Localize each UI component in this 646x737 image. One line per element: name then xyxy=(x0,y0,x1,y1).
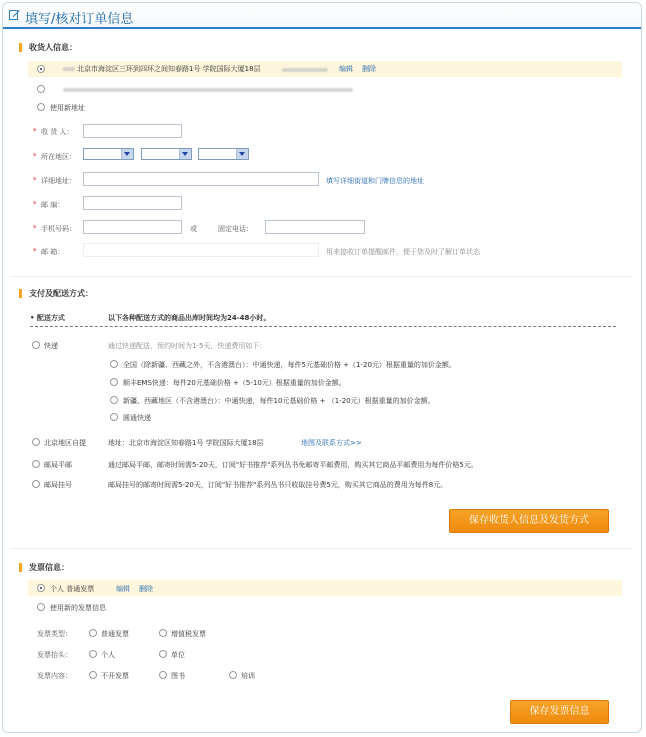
ship-option-post: 邮局平邮 xyxy=(44,461,72,469)
city-select[interactable] xyxy=(141,148,192,160)
invoice-content-radio-2[interactable] xyxy=(159,671,167,679)
postcode-label: 邮 编： xyxy=(41,201,65,209)
region-label: 所在地区： xyxy=(41,153,76,161)
name-input[interactable] xyxy=(83,124,182,138)
ship-note: 以下各种配送方式的商品出库时间均为24-48小时。 xyxy=(108,314,271,322)
address-input[interactable] xyxy=(83,172,319,186)
invoice-content-2: 图书 xyxy=(171,672,185,680)
dashed-divider xyxy=(30,326,616,327)
payment-section-title: 支付及配送方式： xyxy=(19,289,93,298)
invoice-title-2: 单位 xyxy=(171,651,185,659)
invoice-title-radio-2[interactable] xyxy=(159,650,167,658)
receiver-name-blur xyxy=(63,67,75,71)
invoice-title-radio-1[interactable] xyxy=(89,650,97,658)
chevron-down-icon xyxy=(121,149,133,159)
express-sub-1: 全国（除新疆、西藏之外，不含港澳台）：中通快递，每件5元基础价格 +（1-20元）根据重量的加价金额。 xyxy=(123,361,456,369)
phone-blur xyxy=(282,68,328,72)
receiver-section-title: 收货人信息： xyxy=(19,43,77,52)
invoice-new-label: 使用新的发票信息 xyxy=(50,604,106,612)
invoice-title-1: 个人 xyxy=(101,651,115,659)
page-title: 填写/核对订单信息 xyxy=(25,12,134,27)
new-address-label: 使用新地址 xyxy=(50,104,85,112)
chevron-down-icon xyxy=(179,149,191,159)
address-radio-2[interactable] xyxy=(37,85,45,93)
province-select[interactable] xyxy=(83,148,134,160)
ship-option-registered: 邮局挂号 xyxy=(44,481,72,489)
mobile-label: 手机号码： xyxy=(41,225,76,233)
invoice-type-radio-2[interactable] xyxy=(159,629,167,637)
invoice-section-title: 发票信息： xyxy=(19,563,69,572)
address-radio-1[interactable] xyxy=(37,65,45,73)
invoice-edit-link[interactable]: 编辑 xyxy=(116,585,130,593)
invoice-content-radio-3[interactable] xyxy=(229,671,237,679)
pickup-desc: 地址：北京市海淀区知春路1号 学院国际大厦18层 xyxy=(108,439,264,447)
section-divider xyxy=(10,276,632,277)
invoice-type-1: 普通发票 xyxy=(101,630,129,638)
name-label: 收 货 人： xyxy=(41,128,74,136)
address-detail: 北京市海淀区三环到四环之间知春路1号 学院国际大厦18层 xyxy=(77,65,261,73)
required-star: * xyxy=(33,152,37,160)
address-delete-link[interactable]: 删除 xyxy=(362,65,376,73)
district-select[interactable] xyxy=(198,148,249,160)
save-shipping-button[interactable]: 保存收货人信息及发货方式 xyxy=(449,509,609,533)
invoice-content-radio-1[interactable] xyxy=(89,671,97,679)
chevron-down-icon xyxy=(236,149,248,159)
required-star: * xyxy=(33,176,37,184)
invoice-type-label: 发票类型： xyxy=(37,630,72,638)
postcode-input[interactable] xyxy=(83,196,182,210)
ship-express-desc: 通过快递配送，预约时间为1-5天，快递费用如下： xyxy=(108,342,267,350)
invoice-radio-new[interactable] xyxy=(37,603,45,611)
invoice-type-2: 增值税发票 xyxy=(171,630,206,638)
required-star: * xyxy=(33,200,37,208)
email-hint: 用来接收订单提醒邮件，便于您及时了解订单状态 xyxy=(326,248,480,256)
address-hint: 填写详细街道和门牌信息的地址 xyxy=(326,177,424,185)
address-2-blur xyxy=(63,88,353,92)
mobile-input[interactable] xyxy=(83,220,182,234)
invoice-content-label: 发票内容： xyxy=(37,672,72,680)
invoice-current-text: 个人 普通发票 xyxy=(50,585,95,593)
express-sub-radio-1[interactable] xyxy=(110,360,118,368)
email-label: 邮 箱： xyxy=(41,248,65,256)
post-desc: 通过邮局平邮，邮寄时间需5-20天，订阅"好书推荐"系列丛书免邮寄平邮费用，购买其它商品平邮费用为每件价格5元。 xyxy=(108,461,478,469)
section-divider xyxy=(10,548,632,549)
required-star: * xyxy=(33,247,37,255)
express-sub-radio-3[interactable] xyxy=(110,396,118,404)
invoice-delete-link[interactable]: 删除 xyxy=(139,585,153,593)
phone-input[interactable] xyxy=(265,220,365,234)
invoice-type-radio-1[interactable] xyxy=(89,629,97,637)
ship-radio-registered[interactable] xyxy=(32,480,40,488)
required-star: * xyxy=(33,224,37,232)
required-star: * xyxy=(33,127,37,135)
invoice-radio-current[interactable] xyxy=(37,584,45,592)
express-sub-2: 顺丰EMS快递：每件20元基础价格 +（5-10元）根据重量的加价金额。 xyxy=(123,379,346,387)
ship-option-pickup: 北京地区自提 xyxy=(44,439,86,447)
ship-radio-express[interactable] xyxy=(32,341,40,349)
invoice-title-label: 发票抬头： xyxy=(37,651,72,659)
registered-desc: 邮局挂号的邮寄时间需5-20天，订阅"好书推荐"系列丛书只收取挂号费5元，购买其它商品的费用为每件8元。 xyxy=(108,481,448,489)
express-sub-radio-2[interactable] xyxy=(110,378,118,386)
address-label: 详细地址： xyxy=(41,177,76,185)
or-text: 或 xyxy=(190,225,197,233)
pickup-map-link[interactable]: 地图及联系方式>> xyxy=(301,439,362,447)
ship-radio-post[interactable] xyxy=(32,460,40,468)
invoice-content-1: 不开发票 xyxy=(101,672,129,680)
phone-label: 固定电话： xyxy=(218,225,253,233)
email-input[interactable] xyxy=(83,243,319,257)
invoice-content-3: 培训 xyxy=(241,672,255,680)
edit-icon xyxy=(9,9,20,20)
express-sub-4: 圆通快递 xyxy=(123,414,151,422)
panel-header xyxy=(3,3,641,29)
save-invoice-button[interactable]: 保存发票信息 xyxy=(510,700,609,724)
ship-method-label: • 配送方式 xyxy=(30,314,65,322)
express-sub-radio-4[interactable] xyxy=(110,413,118,421)
new-address-radio[interactable] xyxy=(37,103,45,111)
address-edit-link[interactable]: 编辑 xyxy=(339,65,353,73)
ship-option-express: 快递 xyxy=(44,342,58,350)
express-sub-3: 新疆、西藏地区（不含港澳台）：中通快递，每件10元基础价格 + （1-20元）根据重量的加价金额。 xyxy=(123,397,435,405)
ship-radio-pickup[interactable] xyxy=(32,438,40,446)
